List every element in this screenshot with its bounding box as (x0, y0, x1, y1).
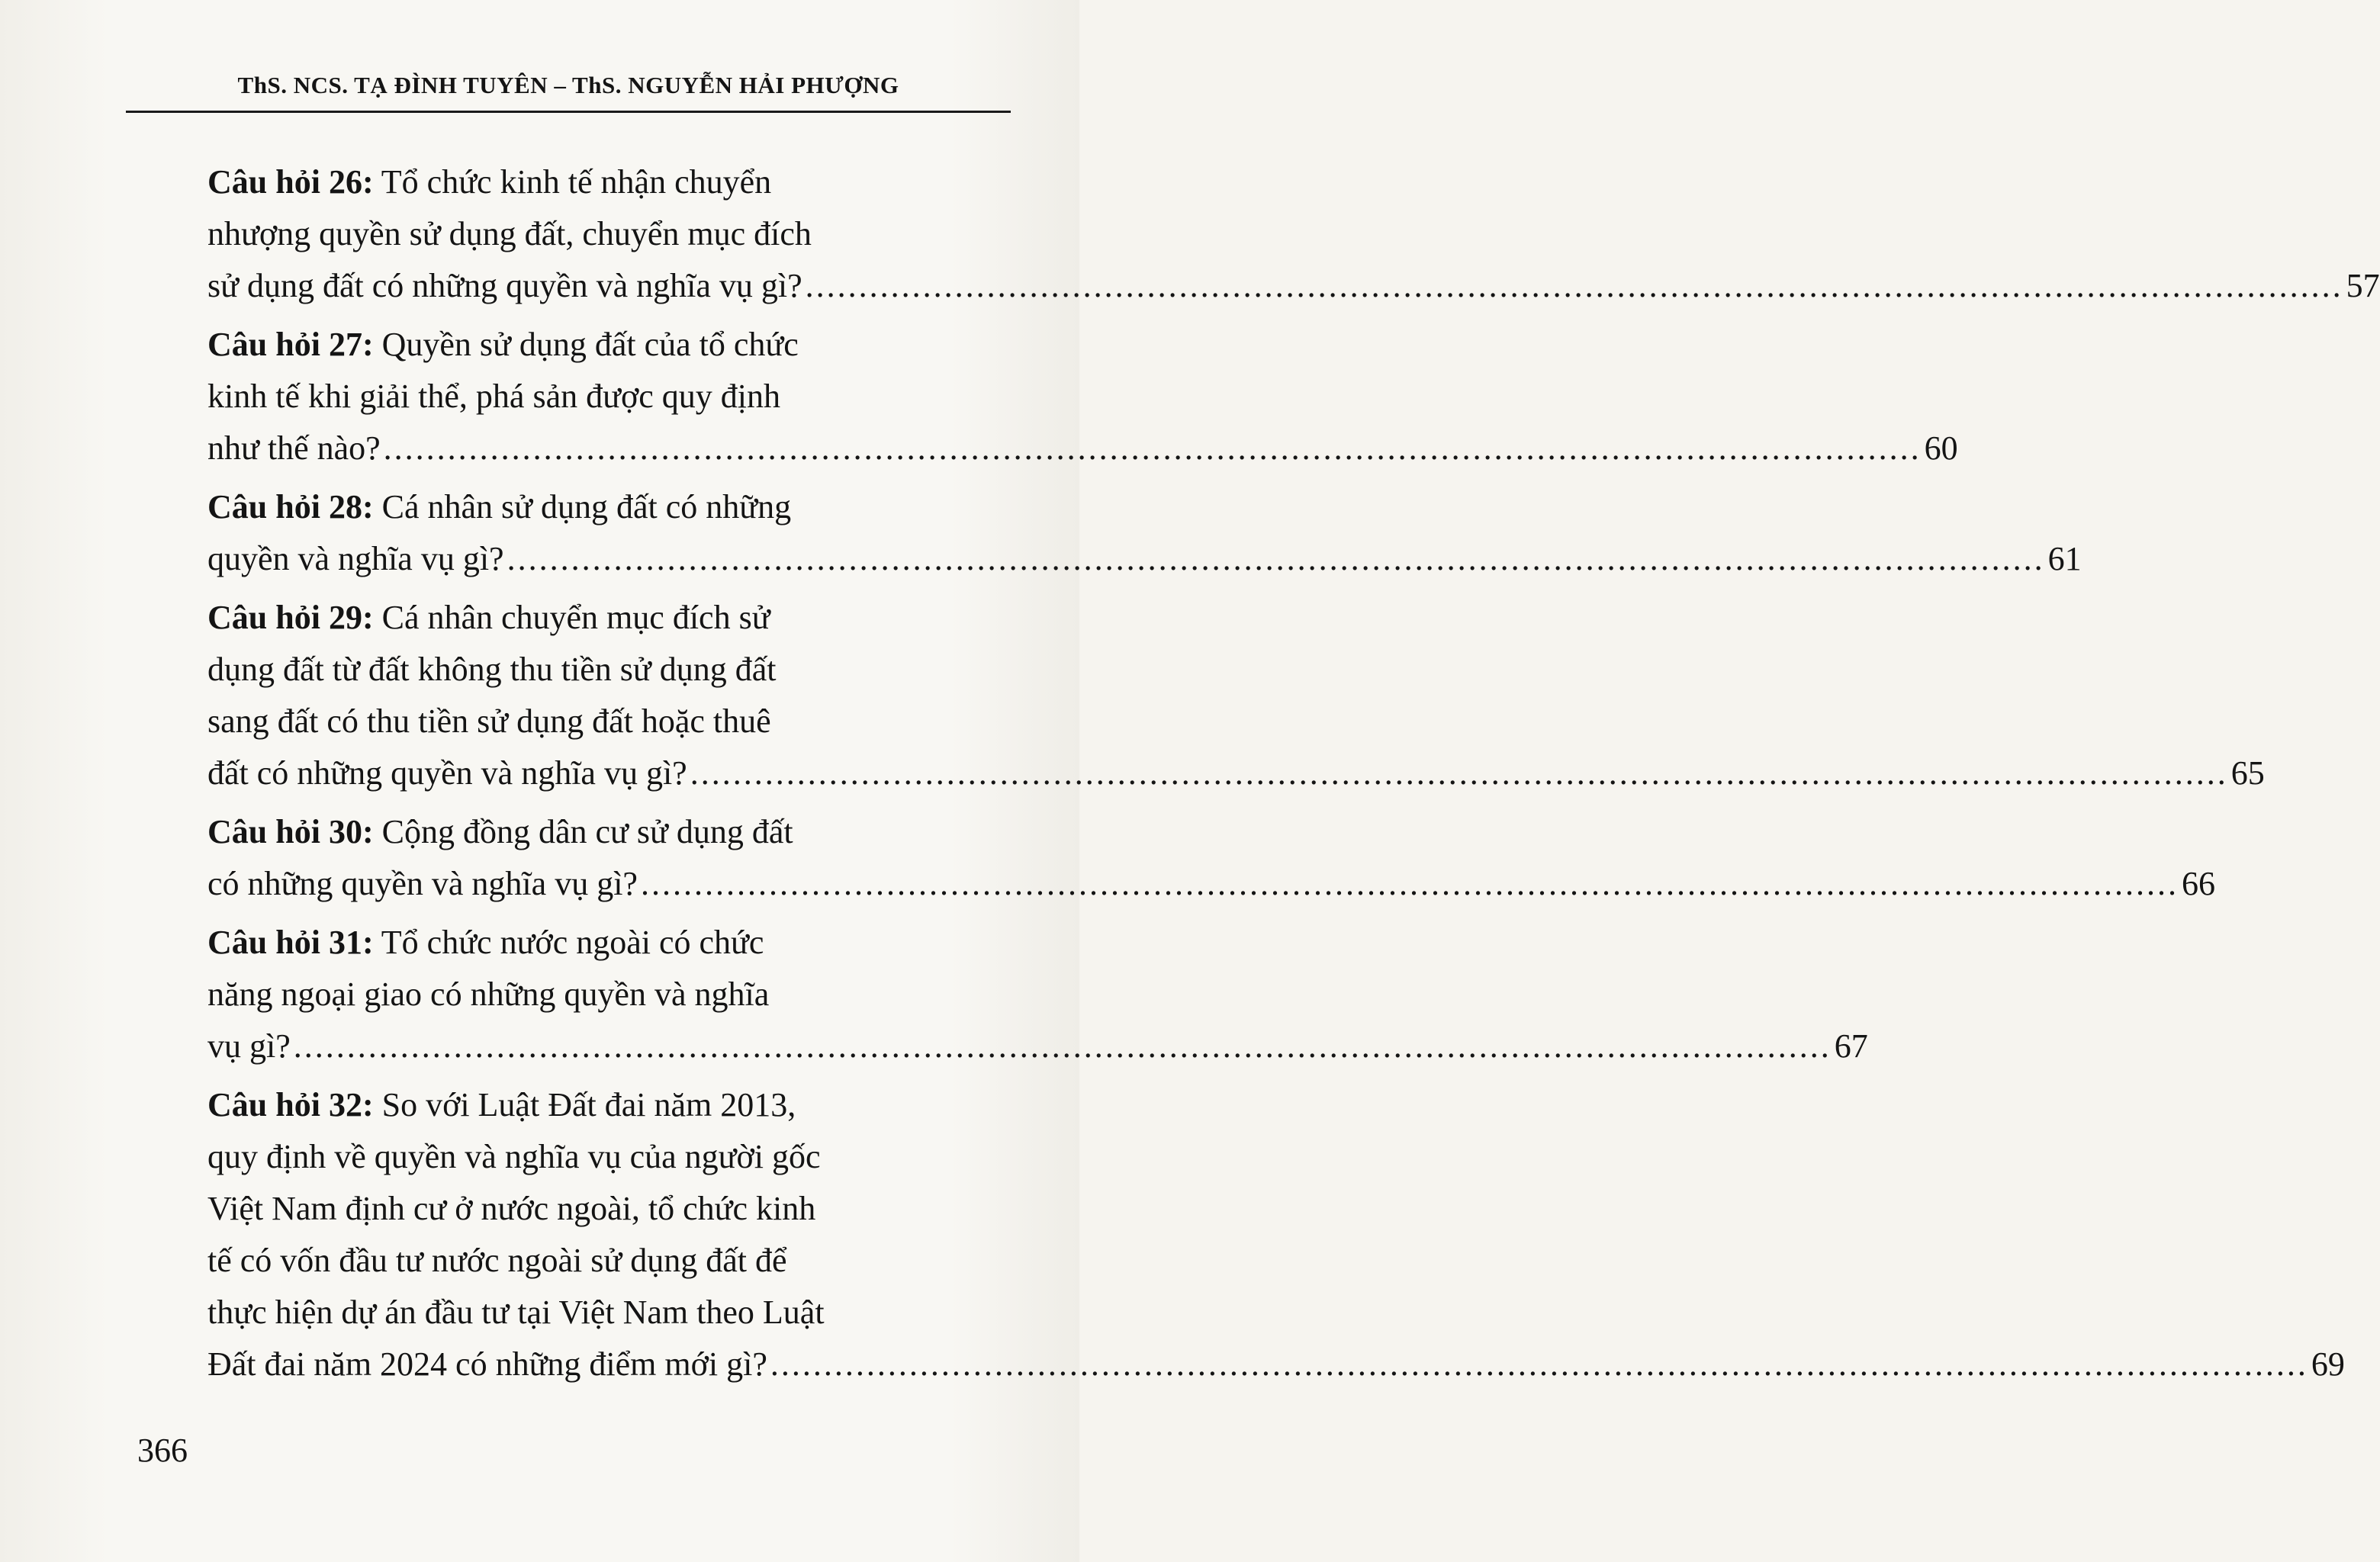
entry-spacer (207, 1072, 1008, 1079)
question-text: Cộng đồng dân cư sử dụng đất (373, 813, 793, 850)
dot-leader: ................................................................................................................................................ (805, 267, 2343, 304)
toc-page-number: 57 (2346, 267, 2380, 304)
table-of-contents (207, 156, 2380, 1390)
question-label: Câu hỏi 29: (207, 599, 374, 636)
toc-entry-last-line (207, 747, 2265, 799)
entry-spacer (207, 474, 1008, 481)
toc-entry-first-line (207, 481, 867, 533)
toc-page-number: 69 (2311, 1345, 2345, 1383)
dot-leader: ................................................................................................................................................ (507, 540, 2045, 577)
question-label: Câu hỏi 26: (207, 163, 374, 201)
toc-page-number: 61 (2047, 540, 2082, 577)
question-text-line: có những quyền và nghĩa vụ gì? (207, 865, 638, 902)
toc-entry (207, 481, 2082, 585)
question-label: Câu hỏi 31: (207, 924, 374, 961)
question-text-line: quyền và nghĩa vụ gì? (207, 540, 504, 577)
toc-page-number: 60 (1924, 429, 1958, 467)
question-label: Câu hỏi 32: (207, 1086, 374, 1123)
page-number: 366 (137, 1432, 188, 1469)
toc-entry-last-line (207, 1339, 2345, 1390)
question-label: Câu hỏi 30: (207, 813, 374, 850)
question-text-line: Đất đai năm 2024 có những điểm mới gì? (207, 1345, 767, 1383)
dot-leader: ................................................................................................................................................ (690, 754, 2228, 792)
toc-entry-last-line (207, 423, 1958, 474)
question-text-line: năng ngoại giao có những quyền và nghĩa (207, 975, 770, 1013)
entry-spacer (207, 312, 1008, 319)
toc-page-number: 66 (2181, 865, 2215, 902)
question-text-line: tế có vốn đầu tư nước ngoài sử dụng đất để (207, 1242, 787, 1279)
dot-leader: ................................................................................................................................................ (293, 1027, 1832, 1065)
dot-leader: ................................................................................................................................................ (383, 429, 1922, 467)
toc-entry-last-line (207, 858, 2215, 910)
question-text-line: sử dụng đất có những quyền và nghĩa vụ gì? (207, 267, 802, 304)
toc-entry (207, 806, 2215, 910)
question-text-line: kinh tế khi giải thể, phá sản được quy định (207, 378, 780, 415)
question-text-line: sang đất có thu tiền sử dụng đất hoặc thuê (207, 702, 771, 740)
question-text-line: nhượng quyền sử dụng đất, chuyển mục đích (207, 215, 812, 252)
question-text-line: đất có những quyền và nghĩa vụ gì? (207, 754, 687, 792)
toc-entry-first-line (207, 806, 867, 858)
running-head: ThS. NCS. TẠ ĐÌNH TUYÊN – ThS. NGUYỄN HẢI PHƯỢNG (237, 72, 899, 98)
toc-entry (207, 1079, 2345, 1390)
toc-entry-first-line (207, 1079, 867, 1131)
toc-entry (207, 156, 2380, 312)
toc-entry-last-line (207, 1020, 1868, 1072)
question-label: Câu hỏi 27: (207, 326, 374, 363)
question-text: Quyền sử dụng đất của tổ chức (373, 326, 799, 363)
question-text-line: quy định về quyền và nghĩa vụ của người gốc (207, 1138, 821, 1175)
question-text: Cá nhân sử dụng đất có những (373, 488, 792, 525)
toc-entry-last-line (207, 533, 2082, 585)
toc-entry-first-line (207, 319, 867, 371)
question-text: Cá nhân chuyển mục đích sử (373, 599, 770, 636)
toc-entry-first-line (207, 156, 867, 208)
toc-entry-last-line (207, 260, 2380, 312)
toc-entry-first-line (207, 917, 867, 969)
toc-entry (207, 917, 1868, 1072)
toc-entry (207, 319, 1958, 474)
dot-leader: ................................................................................................................................................ (640, 865, 2179, 902)
toc-entry-first-line (207, 592, 867, 644)
question-text-line: như thế nào? (207, 429, 381, 467)
question-text: Tổ chức kinh tế nhận chuyển (373, 163, 772, 201)
question-text-line: vụ gì? (207, 1027, 291, 1065)
header-rule (126, 111, 1011, 113)
toc-entry (207, 592, 2265, 799)
question-label: Câu hỏi 28: (207, 488, 374, 525)
entry-spacer (207, 910, 1008, 917)
entry-spacer (207, 799, 1008, 806)
question-text: Tổ chức nước ngoài có chức (373, 924, 764, 961)
dot-leader: ................................................................................................................................................ (770, 1345, 2308, 1383)
toc-page-number: 65 (2230, 754, 2265, 792)
question-text-line: dụng đất từ đất không thu tiền sử dụng đất (207, 651, 777, 688)
question-text: So với Luật Đất đai năm 2013, (373, 1086, 796, 1123)
entry-spacer (207, 585, 1008, 592)
question-text-line: Việt Nam định cư ở nước ngoài, tổ chức kinh (207, 1190, 816, 1227)
question-text-line: thực hiện dự án đầu tư tại Việt Nam theo Luật (207, 1294, 825, 1331)
toc-page-number: 67 (1834, 1027, 1868, 1065)
